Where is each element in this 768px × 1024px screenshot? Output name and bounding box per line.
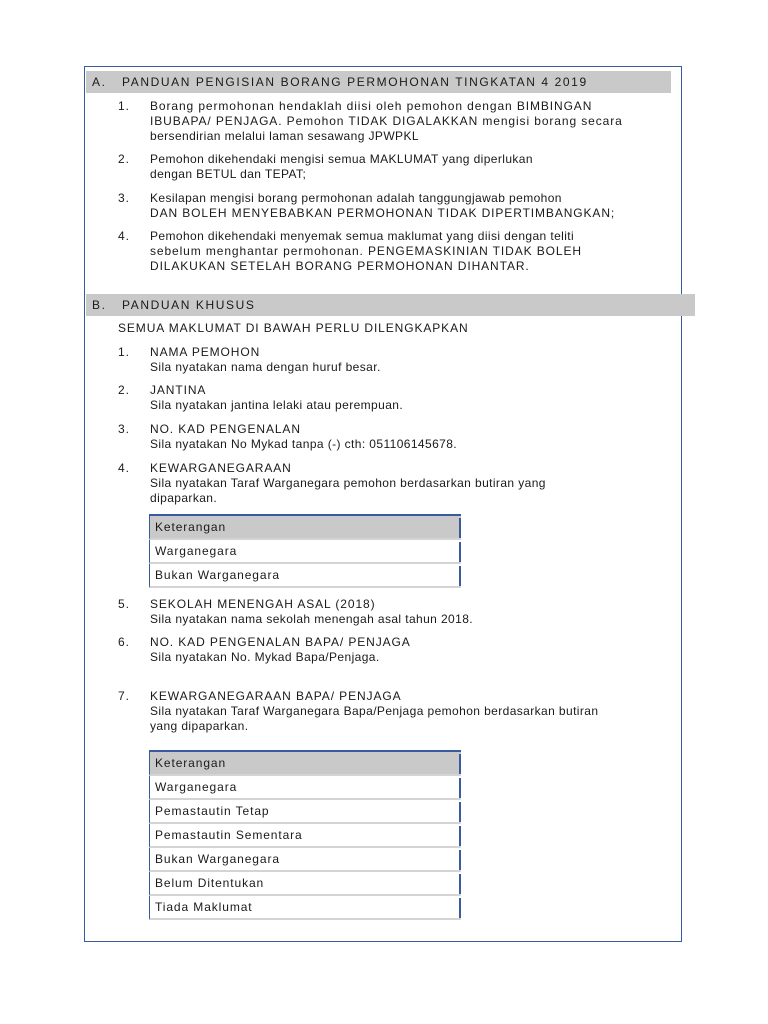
b-item-4-heading: KEWARGANEGARAAN <box>150 461 292 475</box>
b-item-1-number: 1. <box>118 345 130 359</box>
b-item-7-number: 7. <box>118 689 130 703</box>
table-row <box>149 800 461 824</box>
b-item-6-heading: NO. KAD PENGENALAN BAPA/ PENJAGA <box>150 635 411 649</box>
b-item-2-hint: Sila nyatakan jantina lelaki atau perempuan. <box>150 398 404 412</box>
b-item-4-number: 4. <box>118 461 130 475</box>
b-item-2-heading: JANTINA <box>150 383 207 397</box>
table-header-row <box>149 752 461 776</box>
a-item-4-line-1: Pemohon dikehendaki menyemak semua maklumat yang diisi dengan teliti <box>150 229 575 243</box>
b-item-2-number: 2. <box>118 383 130 397</box>
b-item-3-hint: Sila nyatakan No Mykad tanpa (-) cth: 051106145678. <box>150 437 458 451</box>
table-cell: Warganegara <box>155 780 238 794</box>
section-b-intro: SEMUA MAKLUMAT DI BAWAH PERLU DILENGKAPKAN <box>118 321 469 335</box>
a-item-1-line-1: Borang permohonan hendaklah diisi oleh pemohon dengan BIMBINGAN <box>150 99 593 113</box>
b-item-7-hint-line-1: Sila nyatakan Taraf Warganegara Bapa/Penjaga pemohon berdasarkan butiran <box>150 704 599 718</box>
a-item-2-line-1: Pemohon dikehendaki mengisi semua MAKLUMAT yang diperlukan <box>150 152 533 166</box>
b-item-6-number: 6. <box>118 635 130 649</box>
section-a-header <box>86 71 671 93</box>
section-b-letter: B. <box>92 298 107 312</box>
b-item-5-heading: SEKOLAH MENENGAH ASAL (2018) <box>150 597 376 611</box>
a-item-3-line-1: Kesilapan mengisi borang permohonan adalah tanggungjawab pemohon <box>150 191 562 205</box>
table-cell: Belum Ditentukan <box>155 876 265 890</box>
table-header-cell: Keterangan <box>155 756 227 770</box>
b-item-3-number: 3. <box>118 422 130 436</box>
table-cell: Warganegara <box>155 544 238 558</box>
table-header-cell: Keterangan <box>155 520 227 534</box>
b-item-7-hint-line-2: yang dipaparkan. <box>150 719 249 733</box>
b-item-5-number: 5. <box>118 597 130 611</box>
table-cell: Tiada Maklumat <box>155 900 253 914</box>
b-item-6-hint: Sila nyatakan No. Mykad Bapa/Penjaga. <box>150 650 380 664</box>
a-item-4-number: 4. <box>118 229 130 243</box>
a-item-3-number: 3. <box>118 191 130 205</box>
table-row <box>149 540 461 564</box>
a-item-3-line-2: DAN BOLEH MENYEBABKAN PERMOHONAN TIDAK DIPERTIMBANGKAN; <box>150 206 616 220</box>
section-a-title: PANDUAN PENGISIAN BORANG PERMOHONAN TINGKATAN 4 2019 <box>122 75 588 89</box>
table-cell: Bukan Warganegara <box>155 568 280 582</box>
a-item-2-number: 2. <box>118 152 130 166</box>
b-item-3-heading: NO. KAD PENGENALAN <box>150 422 301 436</box>
citizenship-table <box>149 514 461 588</box>
table-row <box>149 776 461 800</box>
b-item-5-hint: Sila nyatakan nama sekolah menengah asal tahun 2018. <box>150 612 474 626</box>
b-item-7-heading: KEWARGANEGARAAN BAPA/ PENJAGA <box>150 689 402 703</box>
a-item-2-line-2: dengan BETUL dan TEPAT; <box>150 167 307 181</box>
a-item-1-number: 1. <box>118 99 130 113</box>
b-item-1-hint: Sila nyatakan nama dengan huruf besar. <box>150 360 381 374</box>
section-b-header <box>86 294 695 316</box>
table-header-row <box>149 516 461 540</box>
b-item-4-hint-line-1: Sila nyatakan Taraf Warganegara pemohon berdasarkan butiran yang <box>150 476 546 490</box>
b-item-1-heading: NAMA PEMOHON <box>150 345 261 359</box>
parent-citizenship-table <box>149 750 461 920</box>
b-item-4-hint-line-2: dipaparkan. <box>150 491 218 505</box>
a-item-1-line-2: IBUBAPA/ PENJAGA. Pemohon TIDAK DIGALAKKAN mengisi borang secara <box>150 114 623 128</box>
table-row <box>149 564 461 588</box>
table-row <box>149 824 461 848</box>
a-item-1-line-3: bersendirian melalui laman sesawang JPWPKL <box>150 129 419 143</box>
table-row <box>149 896 461 920</box>
section-b-title: PANDUAN KHUSUS <box>122 298 256 312</box>
a-item-4-line-3: DILAKUKAN SETELAH BORANG PERMOHONAN DIHANTAR. <box>150 259 530 273</box>
table-row <box>149 872 461 896</box>
a-item-4-line-2: sebelum menghantar permohonan. PENGEMASKINIAN TIDAK BOLEH <box>150 244 582 258</box>
section-a-letter: A. <box>92 75 107 89</box>
table-row <box>149 848 461 872</box>
table-cell: Pemastautin Tetap <box>155 804 270 818</box>
table-cell: Bukan Warganegara <box>155 852 280 866</box>
table-cell: Pemastautin Sementara <box>155 828 303 842</box>
